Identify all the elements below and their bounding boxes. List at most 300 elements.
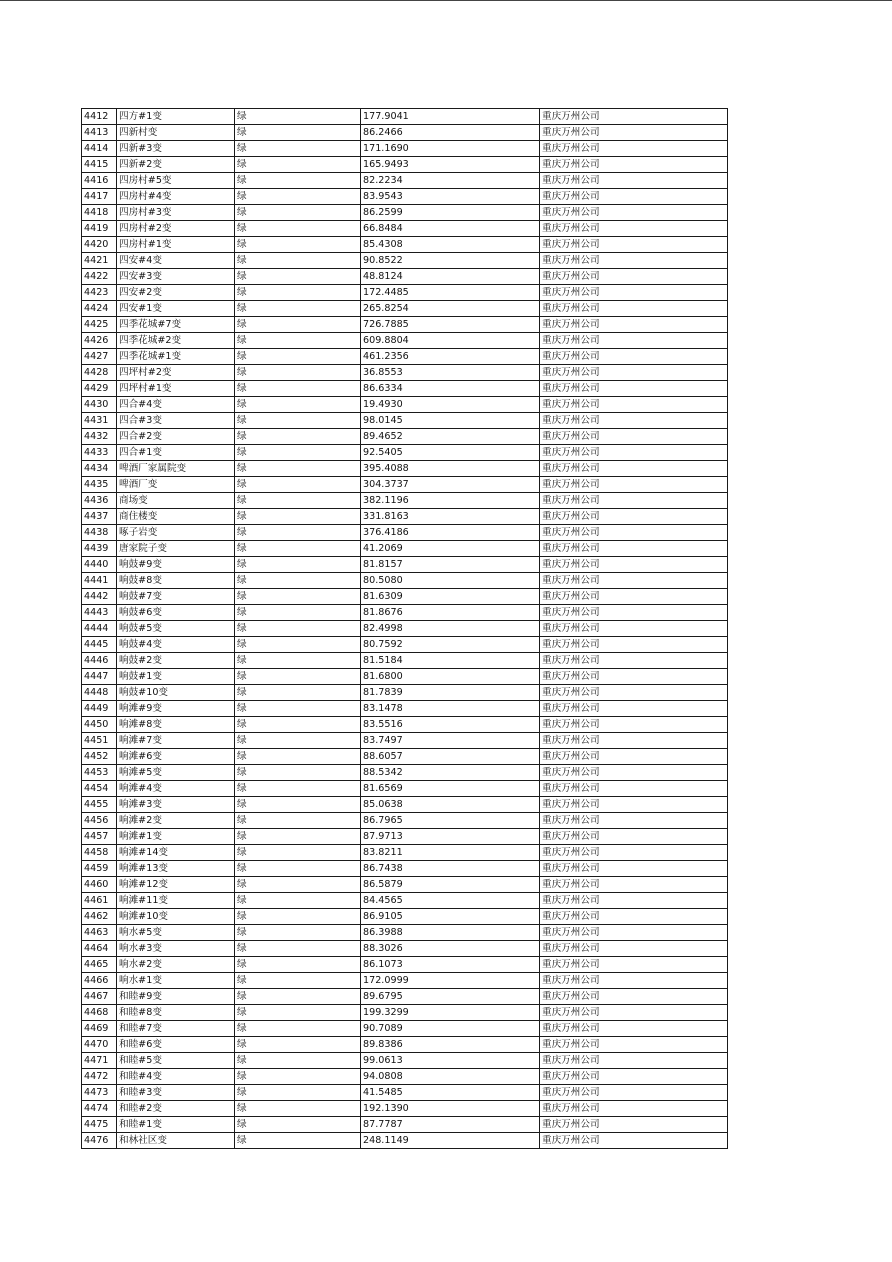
cell-status-color: 绿 (235, 845, 361, 861)
cell-id: 4428 (82, 365, 117, 381)
cell-company: 重庆万州公司 (540, 941, 728, 957)
cell-status-color: 绿 (235, 253, 361, 269)
cell-status-color: 绿 (235, 925, 361, 941)
table-row (82, 461, 728, 477)
table-row (82, 637, 728, 653)
cell-status-color: 绿 (235, 1053, 361, 1069)
table-row (82, 317, 728, 333)
table-row (82, 125, 728, 141)
cell-value: 86.2466 (361, 125, 540, 141)
cell-id: 4422 (82, 269, 117, 285)
cell-company: 重庆万州公司 (540, 461, 728, 477)
cell-value: 81.6800 (361, 669, 540, 685)
cell-transformer-name: 四新#3变 (117, 141, 235, 157)
cell-transformer-name: 四合#4变 (117, 397, 235, 413)
cell-id: 4423 (82, 285, 117, 301)
cell-value: 41.5485 (361, 1085, 540, 1101)
table-row (82, 973, 728, 989)
cell-company: 重庆万州公司 (540, 1021, 728, 1037)
table-row (82, 493, 728, 509)
table-row (82, 893, 728, 909)
cell-status-color: 绿 (235, 109, 361, 125)
cell-id: 4448 (82, 685, 117, 701)
table-row (82, 621, 728, 637)
cell-transformer-name: 四安#1变 (117, 301, 235, 317)
table-row (82, 205, 728, 221)
cell-status-color: 绿 (235, 317, 361, 333)
cell-transformer-name: 和睦#9变 (117, 989, 235, 1005)
cell-transformer-name: 响滩#5变 (117, 765, 235, 781)
table-row (82, 1085, 728, 1101)
cell-company: 重庆万州公司 (540, 557, 728, 573)
table-row (82, 557, 728, 573)
cell-status-color: 绿 (235, 877, 361, 893)
cell-transformer-name: 响水#2变 (117, 957, 235, 973)
cell-transformer-name: 响鼓#1变 (117, 669, 235, 685)
table-row (82, 301, 728, 317)
cell-company: 重庆万州公司 (540, 509, 728, 525)
cell-value: 83.9543 (361, 189, 540, 205)
cell-value: 85.0638 (361, 797, 540, 813)
cell-value: 92.5405 (361, 445, 540, 461)
cell-transformer-name: 和睦#1变 (117, 1117, 235, 1133)
cell-company: 重庆万州公司 (540, 1037, 728, 1053)
cell-company: 重庆万州公司 (540, 285, 728, 301)
cell-status-color: 绿 (235, 157, 361, 173)
cell-transformer-name: 四合#1变 (117, 445, 235, 461)
cell-id: 4472 (82, 1069, 117, 1085)
cell-company: 重庆万州公司 (540, 237, 728, 253)
cell-value: 90.7089 (361, 1021, 540, 1037)
table-body (82, 109, 728, 1149)
cell-transformer-name: 四安#3变 (117, 269, 235, 285)
cell-value: 66.8484 (361, 221, 540, 237)
cell-id: 4454 (82, 781, 117, 797)
cell-value: 265.8254 (361, 301, 540, 317)
table-row (82, 957, 728, 973)
cell-company: 重庆万州公司 (540, 909, 728, 925)
cell-company: 重庆万州公司 (540, 1069, 728, 1085)
cell-transformer-name: 四房村#3变 (117, 205, 235, 221)
cell-transformer-name: 响水#5变 (117, 925, 235, 941)
cell-status-color: 绿 (235, 141, 361, 157)
cell-value: 172.0999 (361, 973, 540, 989)
table-row (82, 589, 728, 605)
cell-value: 165.9493 (361, 157, 540, 173)
table-row (82, 157, 728, 173)
cell-id: 4450 (82, 717, 117, 733)
cell-company: 重庆万州公司 (540, 445, 728, 461)
cell-company: 重庆万州公司 (540, 349, 728, 365)
cell-company: 重庆万州公司 (540, 525, 728, 541)
cell-value: 99.0613 (361, 1053, 540, 1069)
cell-company: 重庆万州公司 (540, 781, 728, 797)
cell-id: 4462 (82, 909, 117, 925)
table-row (82, 237, 728, 253)
cell-transformer-name: 响滩#1变 (117, 829, 235, 845)
cell-transformer-name: 响鼓#8变 (117, 573, 235, 589)
cell-company: 重庆万州公司 (540, 653, 728, 669)
cell-company: 重庆万州公司 (540, 477, 728, 493)
cell-transformer-name: 四安#2变 (117, 285, 235, 301)
cell-status-color: 绿 (235, 333, 361, 349)
cell-transformer-name: 响鼓#7变 (117, 589, 235, 605)
cell-value: 177.9041 (361, 109, 540, 125)
table-row (82, 141, 728, 157)
cell-id: 4436 (82, 493, 117, 509)
cell-company: 重庆万州公司 (540, 109, 728, 125)
cell-company: 重庆万州公司 (540, 205, 728, 221)
cell-status-color: 绿 (235, 861, 361, 877)
cell-id: 4446 (82, 653, 117, 669)
cell-transformer-name: 四房村#4变 (117, 189, 235, 205)
cell-id: 4468 (82, 1005, 117, 1021)
cell-status-color: 绿 (235, 125, 361, 141)
table-row (82, 717, 728, 733)
cell-transformer-name: 四方#1变 (117, 109, 235, 125)
cell-transformer-name: 啤酒厂变 (117, 477, 235, 493)
table-row (82, 573, 728, 589)
cell-status-color: 绿 (235, 349, 361, 365)
cell-status-color: 绿 (235, 413, 361, 429)
table-row (82, 781, 728, 797)
table-row (82, 445, 728, 461)
cell-status-color: 绿 (235, 829, 361, 845)
cell-transformer-name: 和睦#6变 (117, 1037, 235, 1053)
table-row (82, 845, 728, 861)
cell-company: 重庆万州公司 (540, 685, 728, 701)
cell-status-color: 绿 (235, 221, 361, 237)
cell-id: 4464 (82, 941, 117, 957)
cell-value: 19.4930 (361, 397, 540, 413)
table-row (82, 1021, 728, 1037)
cell-value: 86.7965 (361, 813, 540, 829)
cell-value: 86.6334 (361, 381, 540, 397)
cell-company: 重庆万州公司 (540, 813, 728, 829)
cell-transformer-name: 响鼓#10变 (117, 685, 235, 701)
cell-company: 重庆万州公司 (540, 589, 728, 605)
cell-value: 86.5879 (361, 877, 540, 893)
cell-status-color: 绿 (235, 285, 361, 301)
cell-id: 4439 (82, 541, 117, 557)
cell-company: 重庆万州公司 (540, 733, 728, 749)
table-row (82, 269, 728, 285)
cell-value: 48.8124 (361, 269, 540, 285)
cell-id: 4437 (82, 509, 117, 525)
cell-id: 4458 (82, 845, 117, 861)
cell-status-color: 绿 (235, 1069, 361, 1085)
cell-id: 4415 (82, 157, 117, 173)
cell-transformer-name: 和睦#5变 (117, 1053, 235, 1069)
cell-status-color: 绿 (235, 685, 361, 701)
cell-transformer-name: 四合#3变 (117, 413, 235, 429)
cell-status-color: 绿 (235, 701, 361, 717)
cell-status-color: 绿 (235, 1133, 361, 1149)
cell-value: 192.1390 (361, 1101, 540, 1117)
cell-value: 83.8211 (361, 845, 540, 861)
cell-value: 81.8157 (361, 557, 540, 573)
cell-id: 4466 (82, 973, 117, 989)
cell-status-color: 绿 (235, 205, 361, 221)
cell-value: 88.5342 (361, 765, 540, 781)
cell-company: 重庆万州公司 (540, 1133, 728, 1149)
cell-value: 81.8676 (361, 605, 540, 621)
cell-company: 重庆万州公司 (540, 413, 728, 429)
cell-transformer-name: 四季花城#7变 (117, 317, 235, 333)
cell-status-color: 绿 (235, 477, 361, 493)
cell-transformer-name: 四坪村#1变 (117, 381, 235, 397)
cell-value: 84.4565 (361, 893, 540, 909)
cell-company: 重庆万州公司 (540, 845, 728, 861)
cell-value: 86.2599 (361, 205, 540, 221)
table-row (82, 1117, 728, 1133)
cell-value: 87.7787 (361, 1117, 540, 1133)
cell-value: 83.5516 (361, 717, 540, 733)
cell-company: 重庆万州公司 (540, 541, 728, 557)
table-row (82, 477, 728, 493)
cell-company: 重庆万州公司 (540, 397, 728, 413)
cell-value: 89.4652 (361, 429, 540, 445)
cell-value: 89.8386 (361, 1037, 540, 1053)
cell-id: 4416 (82, 173, 117, 189)
table-row (82, 429, 728, 445)
cell-transformer-name: 响滩#6变 (117, 749, 235, 765)
cell-company: 重庆万州公司 (540, 301, 728, 317)
cell-id: 4419 (82, 221, 117, 237)
cell-status-color: 绿 (235, 621, 361, 637)
cell-company: 重庆万州公司 (540, 333, 728, 349)
cell-transformer-name: 四安#4变 (117, 253, 235, 269)
cell-id: 4476 (82, 1133, 117, 1149)
cell-value: 81.6309 (361, 589, 540, 605)
cell-id: 4420 (82, 237, 117, 253)
table-row (82, 765, 728, 781)
table-row (82, 509, 728, 525)
table-row (82, 1069, 728, 1085)
cell-id: 4413 (82, 125, 117, 141)
cell-status-color: 绿 (235, 429, 361, 445)
cell-transformer-name: 啄子岩变 (117, 525, 235, 541)
cell-transformer-name: 响滩#3变 (117, 797, 235, 813)
cell-transformer-name: 响滩#12变 (117, 877, 235, 893)
cell-company: 重庆万州公司 (540, 125, 728, 141)
cell-transformer-name: 响鼓#4变 (117, 637, 235, 653)
data-table (81, 108, 728, 1149)
cell-id: 4443 (82, 605, 117, 621)
cell-transformer-name: 四季花城#2变 (117, 333, 235, 349)
cell-company: 重庆万州公司 (540, 749, 728, 765)
cell-company: 重庆万州公司 (540, 861, 728, 877)
cell-id: 4463 (82, 925, 117, 941)
cell-status-color: 绿 (235, 1037, 361, 1053)
cell-id: 4460 (82, 877, 117, 893)
cell-id: 4461 (82, 893, 117, 909)
cell-status-color: 绿 (235, 941, 361, 957)
cell-value: 83.1478 (361, 701, 540, 717)
cell-value: 41.2069 (361, 541, 540, 557)
cell-id: 4459 (82, 861, 117, 877)
cell-transformer-name: 响鼓#9变 (117, 557, 235, 573)
table-row (82, 829, 728, 845)
cell-transformer-name: 响鼓#6变 (117, 605, 235, 621)
cell-value: 81.7839 (361, 685, 540, 701)
cell-value: 86.7438 (361, 861, 540, 877)
cell-value: 304.3737 (361, 477, 540, 493)
table-row (82, 1133, 728, 1149)
cell-company: 重庆万州公司 (540, 1053, 728, 1069)
cell-id: 4414 (82, 141, 117, 157)
cell-status-color: 绿 (235, 973, 361, 989)
cell-company: 重庆万州公司 (540, 269, 728, 285)
cell-transformer-name: 响滩#14变 (117, 845, 235, 861)
table-row (82, 909, 728, 925)
cell-transformer-name: 啤酒厂家属院变 (117, 461, 235, 477)
page-top-border (0, 0, 892, 1)
cell-transformer-name: 商场变 (117, 493, 235, 509)
cell-id: 4447 (82, 669, 117, 685)
cell-company: 重庆万州公司 (540, 381, 728, 397)
cell-transformer-name: 响滩#7变 (117, 733, 235, 749)
cell-transformer-name: 响鼓#2变 (117, 653, 235, 669)
table-row (82, 605, 728, 621)
table-row (82, 253, 728, 269)
cell-status-color: 绿 (235, 1117, 361, 1133)
cell-status-color: 绿 (235, 749, 361, 765)
cell-status-color: 绿 (235, 589, 361, 605)
cell-status-color: 绿 (235, 397, 361, 413)
cell-id: 4427 (82, 349, 117, 365)
cell-value: 80.5080 (361, 573, 540, 589)
cell-id: 4475 (82, 1117, 117, 1133)
cell-status-color: 绿 (235, 717, 361, 733)
cell-id: 4442 (82, 589, 117, 605)
cell-status-color: 绿 (235, 909, 361, 925)
cell-status-color: 绿 (235, 1085, 361, 1101)
cell-transformer-name: 唐家院子变 (117, 541, 235, 557)
cell-transformer-name: 和林社区变 (117, 1133, 235, 1149)
cell-company: 重庆万州公司 (540, 829, 728, 845)
cell-company: 重庆万州公司 (540, 141, 728, 157)
cell-company: 重庆万州公司 (540, 573, 728, 589)
cell-transformer-name: 四新村变 (117, 125, 235, 141)
table-row (82, 381, 728, 397)
cell-transformer-name: 四合#2变 (117, 429, 235, 445)
cell-status-color: 绿 (235, 493, 361, 509)
cell-company: 重庆万州公司 (540, 925, 728, 941)
cell-company: 重庆万州公司 (540, 797, 728, 813)
cell-company: 重庆万州公司 (540, 621, 728, 637)
table-row (82, 749, 728, 765)
cell-status-color: 绿 (235, 1005, 361, 1021)
cell-value: 88.6057 (361, 749, 540, 765)
table-row (82, 813, 728, 829)
cell-transformer-name: 和睦#8变 (117, 1005, 235, 1021)
cell-status-color: 绿 (235, 541, 361, 557)
cell-value: 86.3988 (361, 925, 540, 941)
cell-value: 87.9713 (361, 829, 540, 845)
cell-id: 4434 (82, 461, 117, 477)
cell-id: 4467 (82, 989, 117, 1005)
table-row (82, 109, 728, 125)
cell-status-color: 绿 (235, 573, 361, 589)
table-row (82, 333, 728, 349)
cell-status-color: 绿 (235, 189, 361, 205)
table-row (82, 797, 728, 813)
cell-status-color: 绿 (235, 237, 361, 253)
cell-id: 4418 (82, 205, 117, 221)
cell-value: 90.8522 (361, 253, 540, 269)
cell-transformer-name: 四坪村#2变 (117, 365, 235, 381)
cell-id: 4432 (82, 429, 117, 445)
cell-value: 199.3299 (361, 1005, 540, 1021)
cell-company: 重庆万州公司 (540, 605, 728, 621)
cell-id: 4469 (82, 1021, 117, 1037)
cell-transformer-name: 四房村#1变 (117, 237, 235, 253)
cell-transformer-name: 响水#3变 (117, 941, 235, 957)
cell-id: 4412 (82, 109, 117, 125)
cell-status-color: 绿 (235, 301, 361, 317)
cell-id: 4424 (82, 301, 117, 317)
cell-value: 81.6569 (361, 781, 540, 797)
cell-value: 395.4088 (361, 461, 540, 477)
cell-status-color: 绿 (235, 509, 361, 525)
cell-id: 4457 (82, 829, 117, 845)
cell-value: 36.8553 (361, 365, 540, 381)
cell-id: 4441 (82, 573, 117, 589)
cell-transformer-name: 响滩#8变 (117, 717, 235, 733)
cell-id: 4470 (82, 1037, 117, 1053)
cell-id: 4431 (82, 413, 117, 429)
cell-id: 4425 (82, 317, 117, 333)
cell-status-color: 绿 (235, 605, 361, 621)
cell-id: 4465 (82, 957, 117, 973)
cell-transformer-name: 和睦#7变 (117, 1021, 235, 1037)
cell-status-color: 绿 (235, 957, 361, 973)
cell-transformer-name: 响滩#9变 (117, 701, 235, 717)
table-row (82, 173, 728, 189)
cell-value: 331.8163 (361, 509, 540, 525)
cell-value: 82.4998 (361, 621, 540, 637)
cell-status-color: 绿 (235, 669, 361, 685)
table-row (82, 285, 728, 301)
cell-status-color: 绿 (235, 381, 361, 397)
cell-company: 重庆万州公司 (540, 493, 728, 509)
cell-transformer-name: 四新#2变 (117, 157, 235, 173)
table-row (82, 1101, 728, 1117)
cell-status-color: 绿 (235, 813, 361, 829)
cell-id: 4474 (82, 1101, 117, 1117)
cell-status-color: 绿 (235, 1101, 361, 1117)
cell-company: 重庆万州公司 (540, 877, 728, 893)
cell-company: 重庆万州公司 (540, 1085, 728, 1101)
cell-id: 4430 (82, 397, 117, 413)
cell-company: 重庆万州公司 (540, 173, 728, 189)
cell-id: 4433 (82, 445, 117, 461)
cell-company: 重庆万州公司 (540, 957, 728, 973)
cell-transformer-name: 和睦#2变 (117, 1101, 235, 1117)
cell-id: 4417 (82, 189, 117, 205)
cell-value: 81.5184 (361, 653, 540, 669)
cell-value: 83.7497 (361, 733, 540, 749)
table-row (82, 221, 728, 237)
cell-id: 4456 (82, 813, 117, 829)
cell-value: 89.6795 (361, 989, 540, 1005)
cell-company: 重庆万州公司 (540, 189, 728, 205)
cell-status-color: 绿 (235, 557, 361, 573)
cell-transformer-name: 响滩#2变 (117, 813, 235, 829)
cell-company: 重庆万州公司 (540, 893, 728, 909)
cell-value: 86.1073 (361, 957, 540, 973)
